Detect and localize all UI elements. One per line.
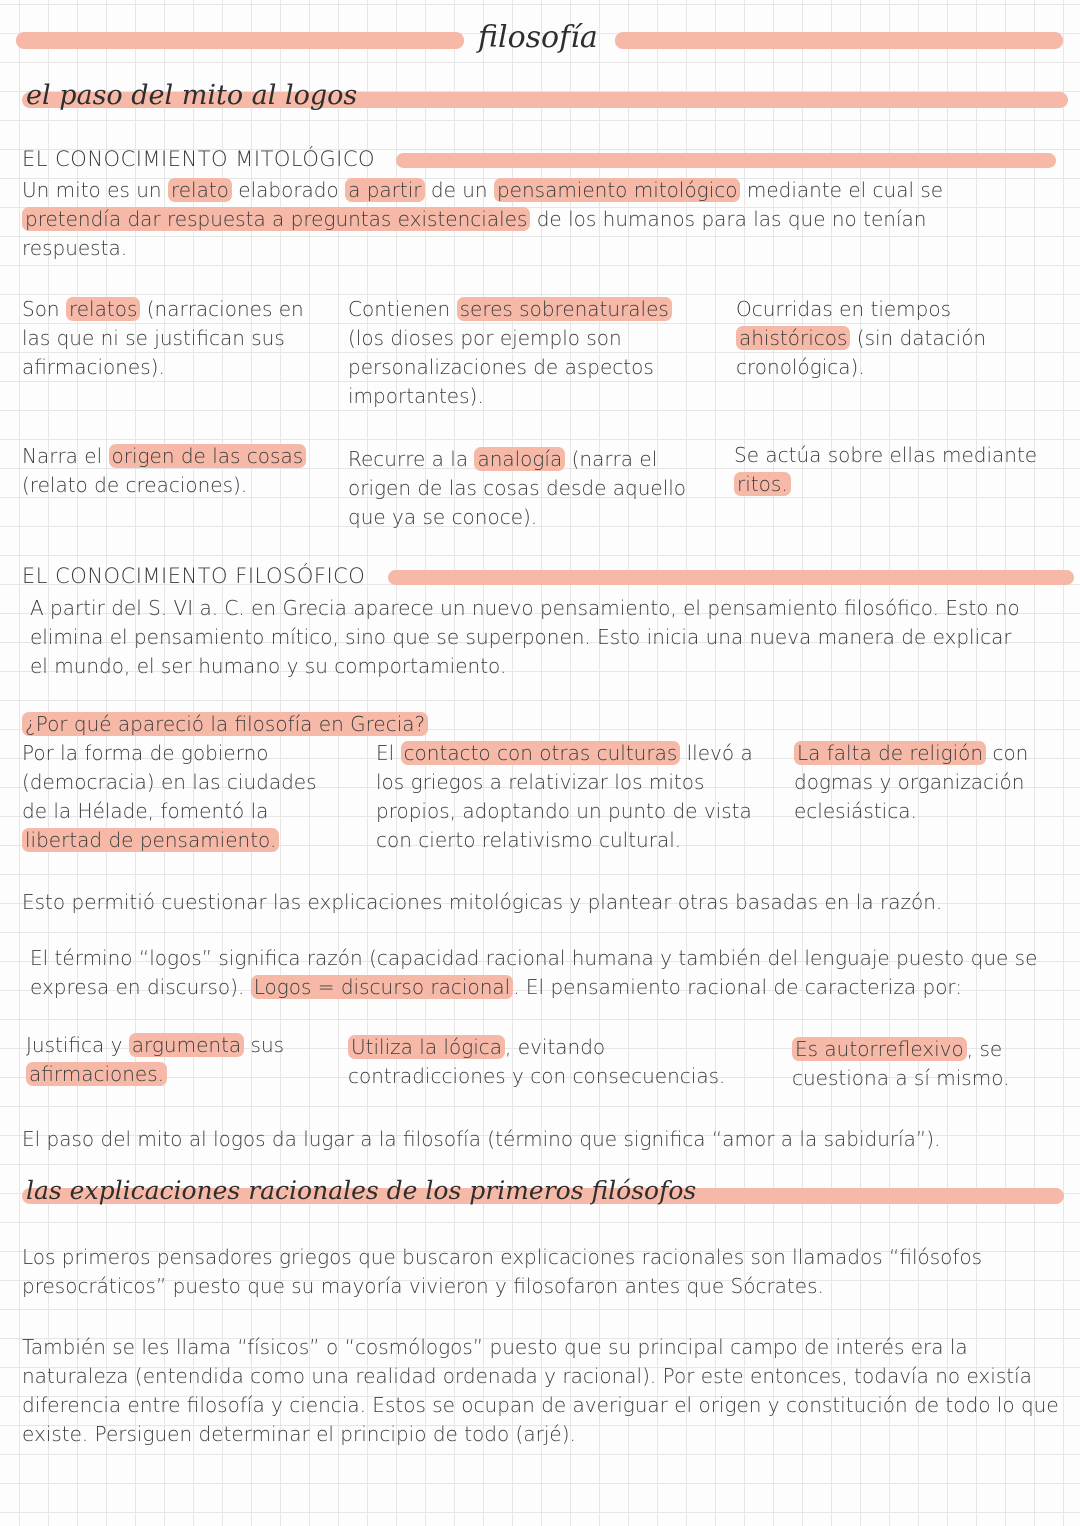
logos-definition: El término “logos” significa razón (capacidad racional humana y también del lenguaje puesto que se expresa en discurso). Logos = discurso racional . El pensamiento racional de caracteriza por: <box>30 946 1038 999</box>
filo-closing: El paso del mito al logos da lugar a la filosofía (término que significa “amor a la sabiduría”). <box>22 1127 941 1151</box>
page-title: filosofía <box>478 20 598 55</box>
trait-col-3: Es autorreflexivo , se cuestiona a sí mismo. <box>792 1037 1010 1090</box>
presocraticos-p1: Los primeros pensadores griegos que buscaron explicaciones racionales son llamados “filósofos presocráticos” puesto que su mayoría vivieron y filosofaron antes que Sócrates. <box>22 1245 983 1298</box>
reason-col-1: Por la forma de gobierno (democracia) en las ciudades de la Hélade, fomentó la libertad de pensamiento. <box>22 741 317 852</box>
trait-col-2: Utiliza la lógica , evitando contradicciones y con consecuencias. <box>348 1035 726 1088</box>
section-bar-mito <box>396 153 1056 168</box>
filo-conclusion: Esto permitió cuestionar las explicaciones mitológicas y plantear otras basadas en la razón. <box>22 890 943 914</box>
mito-col-1-row-1: Son relatos (narraciones en las que ni se justifican sus afirmaciones). <box>22 297 304 379</box>
page-subtitle: el paso del mito al logos <box>26 80 358 111</box>
title-bar-left <box>16 32 464 49</box>
mito-col-3-row-1: Ocurridas en tiempos ahistóricos (sin datación cronológica). <box>736 297 987 379</box>
section-heading-mito: EL CONOCIMIENTO MITOLÓGICO <box>22 147 376 171</box>
mito-col-2-row-1: Contienen seres sobrenaturales (los dioses por ejemplo son personalizaciones de aspectos importantes). <box>348 295 698 411</box>
trait-col-1: Justifica y argumenta sus afirmaciones. <box>26 1033 285 1086</box>
presocraticos-p2: También se les llama “físicos” o “cosmólogos” puesto que su principal campo de interés era la naturaleza (entendida como una realidad ordenada y racional). Por este entonces, todavía no existía diferencia entre filosofía y ciencia. Estos se ocupan de averiguar el origen y constitución de todo lo que existe. Persiguen determinar el principio de todo (arjé). <box>22 1335 1059 1446</box>
section-bar-filo <box>388 570 1074 585</box>
reason-col-3: La falta de religión con dogmas y organización eclesiástica. <box>794 741 1029 823</box>
section-heading-filo: EL CONOCIMIENTO FILOSÓFICO <box>22 564 366 588</box>
filo-intro: A partir del S. VI a. C. en Grecia aparece un nuevo pensamiento, el pensamiento filosófico. Esto no elimina el pensamiento mítico, sino que se superponen. Esto inicia una nueva manera de explicar el mundo, el ser humano y su comportamiento. <box>30 596 1020 678</box>
title-bar-right <box>615 32 1063 49</box>
mito-col-1-row-2: Narra el origen de las cosas (relato de creaciones). <box>22 442 332 500</box>
mito-col-2-row-2: Recurre a la analogía (narra el origen de las cosas desde aquello que ya se conoce). <box>348 447 687 529</box>
mito-intro: Un mito es un relato elaborado a partir de un pensamiento mitológico mediante el cual se pretendía dar respuesta a preguntas existenciales de los humanos para las que no tenían respuesta. <box>22 178 944 260</box>
presocraticos-title: las explicaciones racionales de los primeros filósofos <box>26 1176 697 1205</box>
filo-question: ¿Por qué apareció la filosofía en Grecia? <box>22 710 428 739</box>
mito-col-3-row-2: Se actúa sobre ellas mediante ritos. <box>734 443 1038 496</box>
reason-col-2: El contacto con otras culturas llevó a los griegos a relativizar los mitos propios, adoptando un punto de vista con cierto relativismo cultural. <box>376 741 753 852</box>
